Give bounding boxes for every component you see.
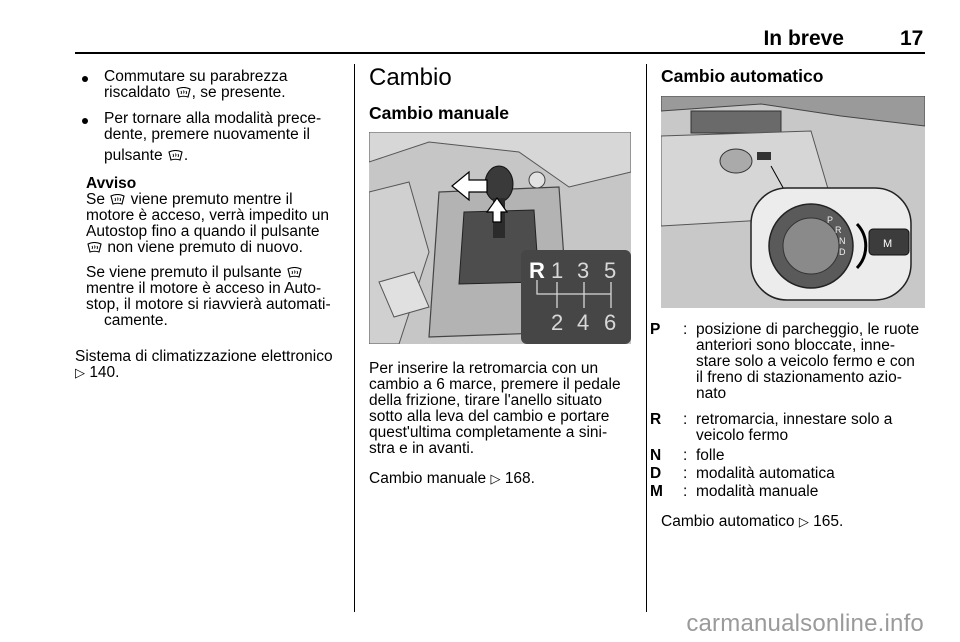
page-number: 17 [900,27,924,50]
gear-label: 5 [604,258,617,283]
header-rule [75,52,925,54]
subsection-heading: Cambio manuale [369,103,510,123]
automatic-gearbox-drawing [661,96,925,308]
legend-colon: : [683,465,688,482]
page-ref-arrow-icon: ▷ [75,365,85,380]
gear-mode-label: R [835,225,842,235]
avviso-text: Se viene premuto il pulsante [86,264,282,281]
avviso-text: viene premuto mentre il [130,191,293,208]
paragraph-line: della frizione, tirare l'anello situato [369,392,602,409]
avviso-text: motore è acceso, verrà impedito un [86,207,329,224]
bullet-heated-windshield [104,69,374,101]
manual-gearbox-reference [369,471,535,487]
watermark: carmanualsonline.info [686,610,924,637]
manual-gearbox-illustration [369,132,631,344]
column-divider-right [646,64,647,612]
bullet-dot [82,76,88,82]
legend-colon: : [683,411,688,428]
gear-label: 4 [577,310,590,335]
avviso-text: non viene premuto di nuovo. [107,239,303,256]
gear-label: 1 [551,258,564,283]
paragraph-line: sotto alla leva del cambio e portare [369,408,610,425]
reference-page[interactable]: 168. [504,470,535,487]
gear-mode-label: M [883,238,893,250]
legend-key: M [650,483,663,500]
bullet-line: riscaldato [104,84,171,101]
automatic-gearbox-reference [661,514,843,530]
heated-windshield-icon [110,194,125,206]
bullet-dot [82,118,88,124]
bullet-line: , se presente. [191,84,286,101]
bullet-line: dente, premere nuovamente il [104,126,310,143]
gear-mode-label: P [827,215,834,225]
paragraph-line: stra e in avanti. [369,440,475,457]
legend-text: retromarcia, innestare solo a [696,411,893,428]
gear-label: 2 [551,310,564,335]
legend-text: stare solo a veicolo fermo e con [696,353,915,370]
legend-text: posizione di parcheggio, le ruote [696,321,920,338]
automatic-gearbox-illustration [661,96,925,308]
legend-text: modalità automatica [696,465,835,482]
legend-text: modalità manuale [696,483,819,500]
reference-text: Sistema di climatizzazione elettronico [75,348,333,365]
reference-page[interactable]: 165. [813,513,844,530]
paragraph-line: cambio a 6 marce, premere il pedale [369,376,621,393]
manual-gearbox-drawing [369,132,631,344]
gear-label: 3 [577,258,590,283]
reference-page[interactable]: 140. [89,364,120,381]
section-heading: Cambio [369,64,452,91]
avviso-text: mentre il motore è acceso in Auto- [86,280,322,297]
reference-text: Cambio automatico [661,513,795,530]
reference-text: Cambio manuale [369,470,487,487]
legend-colon: : [683,483,688,500]
legend-key: P [650,321,661,338]
legend-key: N [650,447,662,464]
gear-mode-label: D [839,247,846,257]
avviso-text: stop, il motore si riavvierà automati- [86,296,331,313]
avviso-text: Se [86,191,105,208]
climate-reference [75,349,353,381]
legend-text: anteriori sono bloccate, inne- [696,337,896,354]
legend-text: il freno di stazionamento azio- [696,369,902,386]
heated-windshield-icon [176,87,191,99]
legend-key: R [650,411,662,428]
avviso-text: Autostop fino a quando il pulsante [86,223,320,240]
bullet-line: pulsante [104,147,163,164]
bullet-line: . [183,147,189,164]
gear-label: R [529,258,545,283]
heated-windshield-icon [287,267,302,279]
avviso-title: Avviso [86,175,137,192]
page-ref-arrow-icon: ▷ [798,514,809,529]
paragraph-line: quest'ultima completamente a sini- [369,424,608,441]
bullet-previous-mode [104,111,374,164]
page-ref-arrow-icon: ▷ [490,471,501,486]
paragraph-line: Per inserire la retromarcia con un [369,360,599,377]
automatic-heading: Cambio automatico [661,66,824,86]
legend-text: nato [696,385,727,402]
manual-gearbox-paragraph [369,361,644,457]
bullet-line: Per tornare alla modalità prece- [104,110,322,127]
legend-text: veicolo fermo [696,427,789,444]
legend-colon: : [683,447,688,464]
heated-windshield-icon [168,150,183,162]
heated-windshield-icon [87,242,102,254]
avviso-text: camente. [104,312,168,329]
gear-label: 6 [604,310,617,335]
header-title: In breve [763,27,844,50]
legend-colon: : [683,321,688,338]
avviso-note [86,176,352,329]
legend-key: D [650,465,662,482]
legend-text: folle [696,447,725,464]
bullet-line: Commutare su parabrezza [104,68,288,85]
gear-mode-label: N [839,236,846,246]
